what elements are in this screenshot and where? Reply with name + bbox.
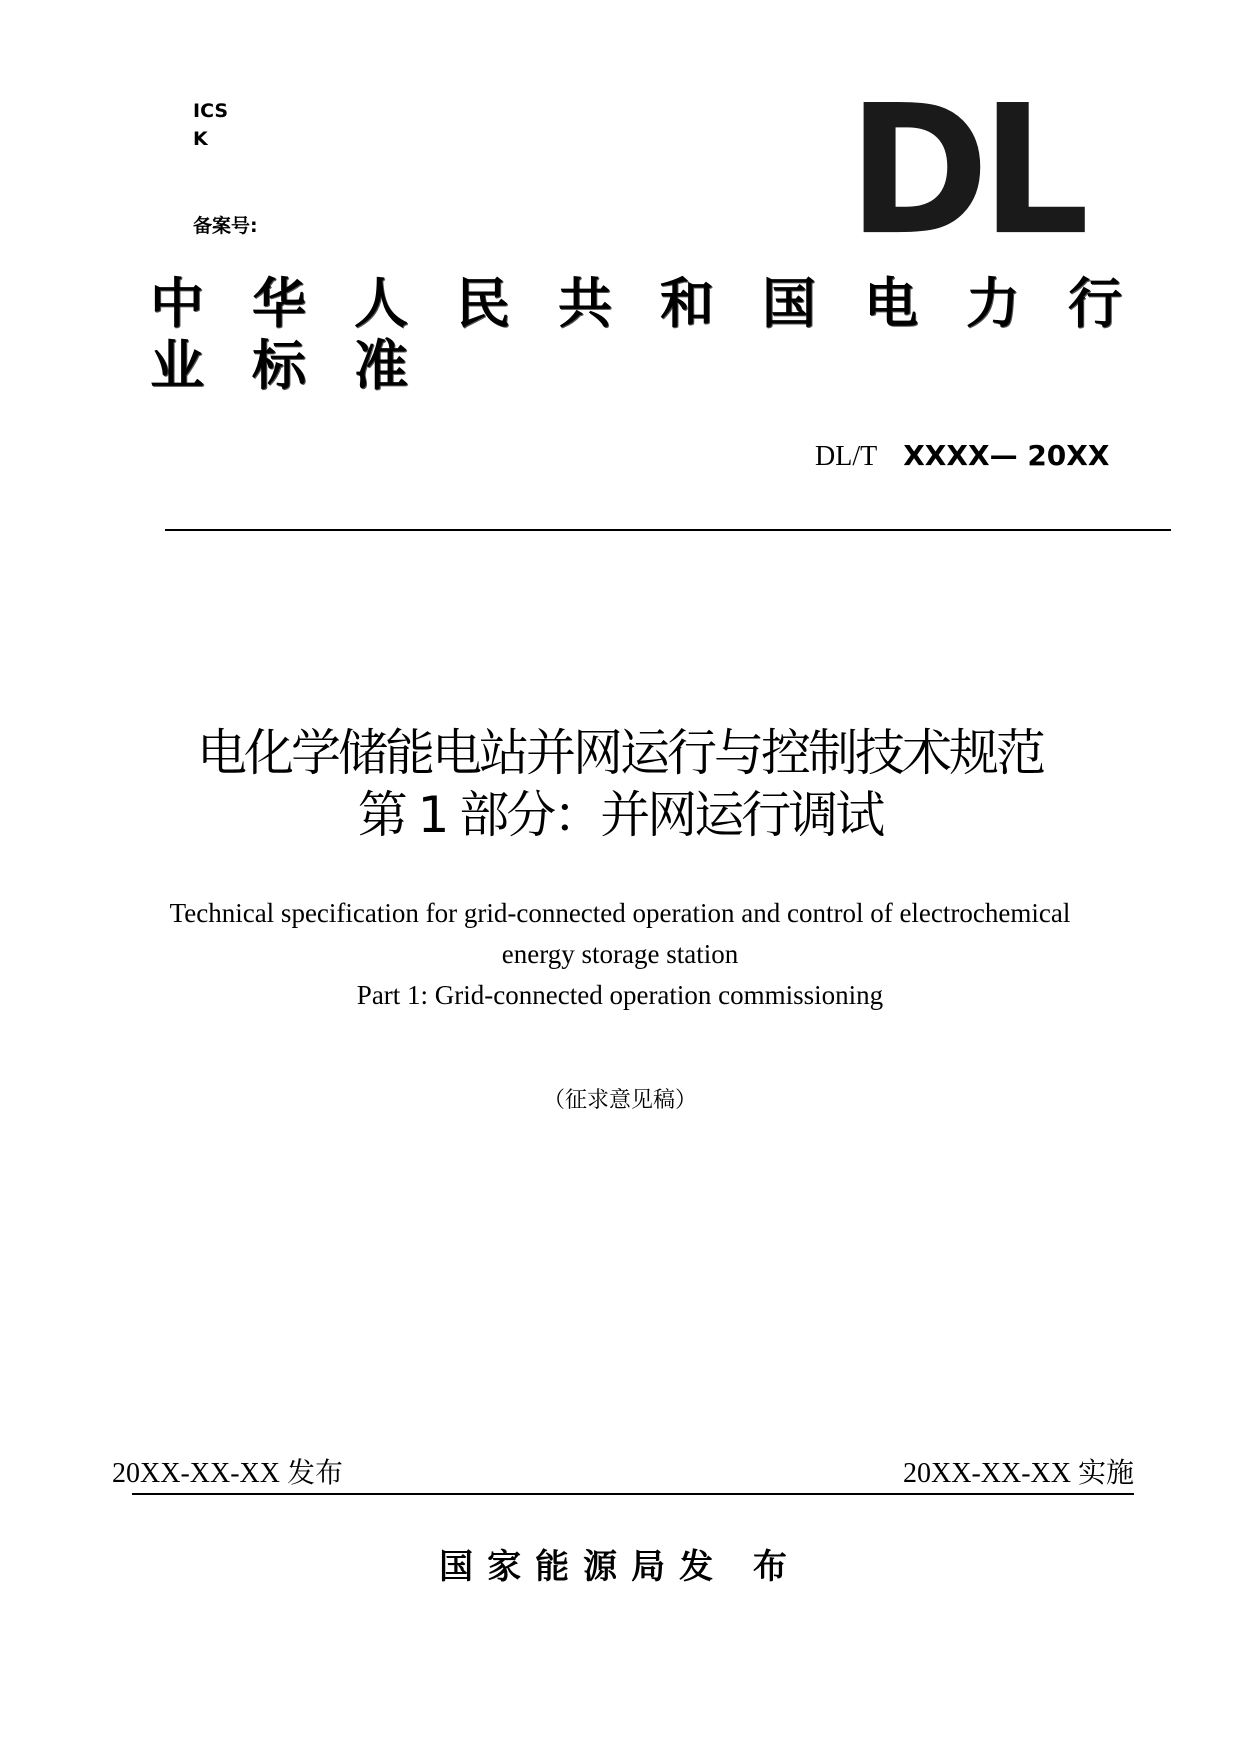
publisher-label: 国家能源局发 布	[439, 1547, 801, 1587]
dl-logo: DL	[848, 67, 1082, 276]
title-cn-part: 第 1 部分：并网运行调试	[357, 786, 883, 844]
ics-code-label: ICS	[193, 100, 229, 122]
header-divider	[165, 529, 1171, 531]
classification-code-label: K	[193, 128, 208, 150]
issue-date: 20XX-XX-XX 发布	[112, 1458, 343, 1489]
draft-status-label: （征求意见稿）	[542, 1088, 697, 1113]
implementation-date: 20XX-XX-XX 实施	[903, 1458, 1134, 1489]
title-en-line-1: Technical specification for grid-connected operation and control of electrochemical	[169, 898, 1071, 928]
standard-code-number: XXXX— 20XX	[903, 439, 1110, 472]
standard-code	[815, 436, 1109, 477]
standard-code-prefix: DL/T	[815, 441, 878, 472]
record-number-label: 备案号:	[193, 215, 258, 237]
title-cn-main: 电化学储能电站并网运行与控制技术规范	[197, 724, 1043, 782]
standard-heading: 中华人民共和国电力行业标准	[150, 271, 1170, 397]
title-en-part: Part 1: Grid-connected operation commissioning	[356, 980, 884, 1010]
footer-divider	[132, 1493, 1134, 1495]
title-en-line-2: energy storage station	[501, 939, 739, 969]
